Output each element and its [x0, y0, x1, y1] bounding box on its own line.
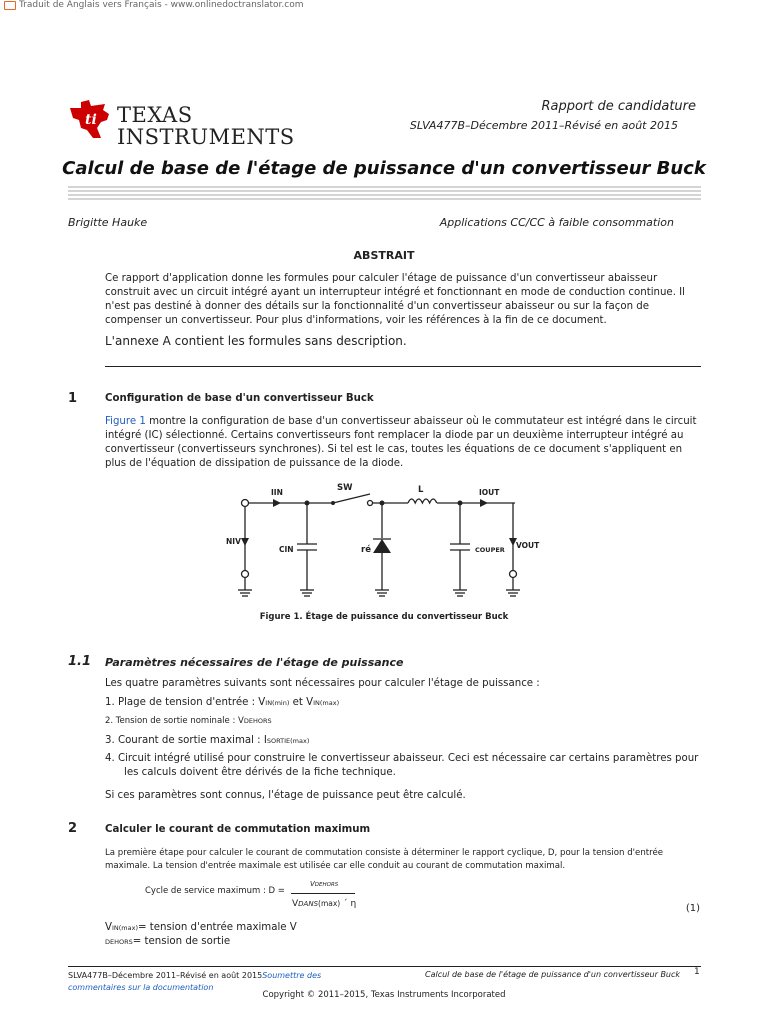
section-2-heading: Calculer le courant de commutation maximum: [105, 824, 371, 835]
translate-icon: [4, 1, 16, 10]
page-title: Calcul de base de l'étage de puissance d'un convertisseur Buck: [62, 158, 706, 179]
label-diode: ré: [361, 545, 371, 555]
abstract-text: Ce rapport d'application donne les formules pour calculer l'étage de puissance d'un convertisseur abaisseur construit avec un circuit intégré ayant un interrupteur intégré et fonctionnant en mode de conduction continue. Il n'est pas destiné à donner des détails sur la fonctionnalité d'un convertisseur abaisseur ou sur la façon de compenser un convertisseur. Pour plus d'informations, voir les références à la fin de ce document.: [105, 273, 686, 326]
fraction-bar: [291, 893, 355, 894]
section-1-number: 1: [68, 391, 78, 406]
label-iin: IIN: [271, 488, 283, 497]
label-vout: VOUT: [516, 541, 540, 550]
equation-number: (1): [685, 903, 700, 914]
param-item-1: 1. Plage de tension d'entrée : VIN(min) et VIN(max): [105, 697, 340, 708]
buck-circuit-diagram: [225, 478, 545, 602]
section-1-1-intro: Les quatre paramètres suivants sont nécessaires pour calculer l'étage de puissance :: [105, 678, 540, 689]
section-1-1-heading: Paramètres nécessaires de l'étage de puissance: [105, 656, 404, 669]
section-1-1-outro: Si ces paramètres sont connus, l'étage de puissance peut être calculé.: [105, 790, 466, 801]
definition-vin: VIN(max)= tension d'entrée maximale V: [105, 922, 297, 933]
section-1-text: [105, 415, 705, 471]
label-l: L: [418, 485, 424, 495]
feedback-link[interactable]: Soumettre des: [262, 971, 322, 980]
equation-label: Cycle de service maximum : D =: [145, 886, 285, 896]
section-1-1-number: 1.1: [68, 654, 92, 669]
section-2-text: La première étape pour calculer le courant de commutation consiste à déterminer le rapport cyclique, D, pour la tension d'entrée maximale. La tension d'entrée maximale est utilisée car elle conduit au courant de commutation maximal.: [105, 848, 664, 871]
divider: [105, 366, 701, 367]
logo-line2: INSTRUMENTS: [117, 125, 295, 149]
figure-caption: Figure 1. Étage de puissance du convertisseur Buck: [259, 612, 509, 622]
param-item-4: 4. Circuit intégré utilisé pour construire le convertisseur abaisseur. Ceci est nécessaire car certains paramètres pour: [105, 753, 699, 764]
category: Applications CC/CC à faible consommation: [439, 216, 674, 229]
feedback-link-cont[interactable]: commentaires sur la documentation: [68, 983, 214, 992]
label-couper: COUPER: [475, 546, 505, 554]
footer-doc-id: SLVA477B–Décembre 2011–Révisé en août 2015: [68, 971, 263, 980]
title-rules: [68, 186, 701, 202]
equation-numerator: VDEHORS: [310, 880, 339, 888]
banner-text: Traduit de Anglais vers Français - www.onlinedoctranslator.com: [19, 0, 304, 10]
equation-denominator: VDANS(max) ´ η: [292, 899, 357, 909]
svg-text:ti: ti: [85, 112, 97, 128]
section-1-body: montre la configuration de base d'un convertisseur abaisseur où le commutateur est intégré dans le circuit intégré (IC) sélectionné. Certains convertisseurs font remplacer la diode par un deuxième interrupteur intégré au convertisseur (convertisseurs synchrones). Si tel est le cas, toutes les équations de ce document s'appliquent en plus de l'équation de dissipation de puissance de la diode.: [105, 416, 697, 469]
doc-id: SLVA477B–Décembre 2011–Révisé en août 2015: [409, 119, 678, 132]
report-type: Rapport de candidature: [541, 99, 696, 114]
copyright: Copyright © 2011–2015, Texas Instruments Incorporated: [262, 990, 506, 1000]
annex-note: L'annexe A contient les formules sans description.: [105, 334, 407, 348]
author: Brigitte Hauke: [68, 216, 148, 229]
section-1-heading: Configuration de base d'un convertisseur Buck: [105, 393, 374, 404]
definition-vout: DEHORS= tension de sortie: [105, 936, 231, 947]
section-2-number: 2: [68, 821, 78, 836]
logo-line1: TEXAS: [117, 103, 193, 127]
param-item-4-cont: les calculs doivent être dérivés de la fiche technique.: [124, 767, 396, 778]
label-sw: SW: [337, 483, 353, 493]
label-niv: NIV: [226, 537, 241, 546]
label-cin: CIN: [279, 545, 294, 554]
footer-title: Calcul de base de l'étage de puissance d'un convertisseur Buck: [425, 970, 681, 979]
figure-1-link[interactable]: Figure 1: [105, 416, 146, 427]
translator-banner[interactable]: [4, 0, 304, 10]
param-item-3: 3. Courant de sortie maximal : ISORTIE(max): [105, 735, 310, 746]
param-item-2: 2. Tension de sortie nominale : VDEHORS: [105, 716, 272, 726]
ti-logo-icon: [67, 98, 113, 140]
page-number: 1: [694, 967, 700, 977]
footer-rule: [68, 966, 701, 967]
label-iout: IOUT: [479, 488, 500, 497]
abstract-heading: ABSTRAIT: [353, 249, 415, 262]
logo-wordmark: [117, 104, 295, 148]
